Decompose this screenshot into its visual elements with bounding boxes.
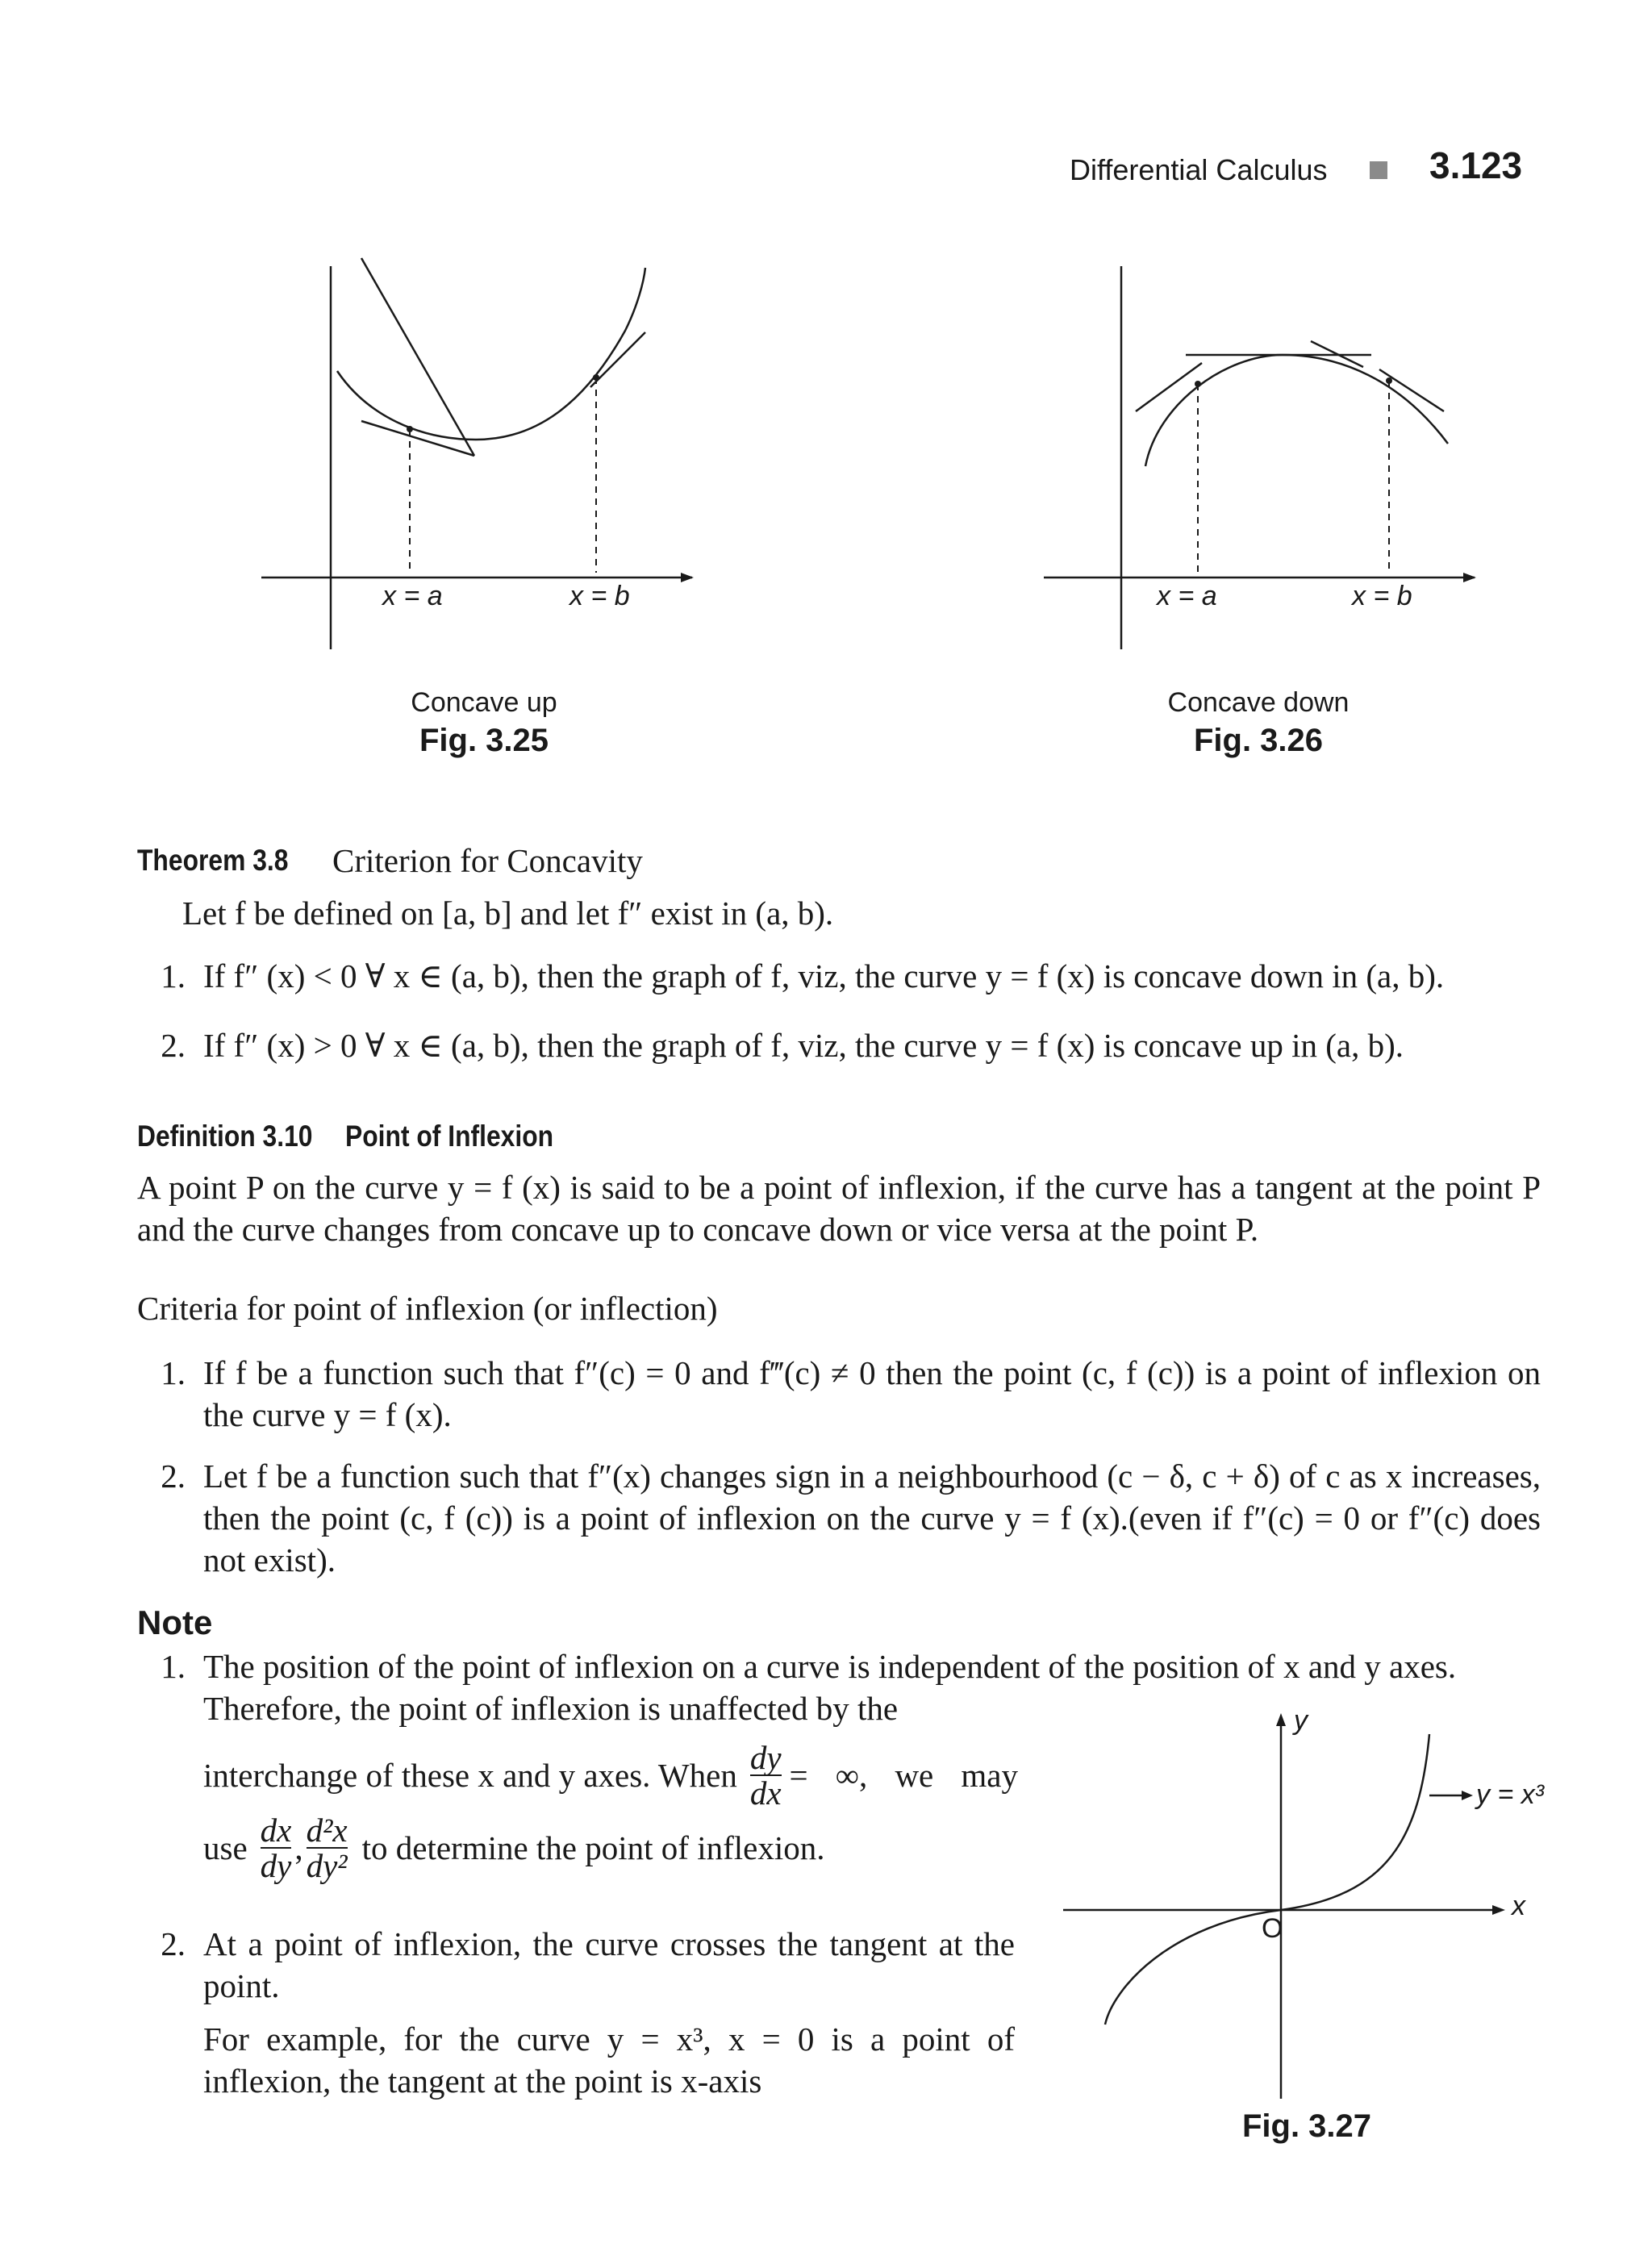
definition-title: Point of Inflexion [345, 1120, 554, 1153]
fig327-origin-label: O [1262, 1913, 1283, 1944]
list-item-text: If f be a function such that f″(c) = 0 and f‴(c) ≠ 0 then the point (c, f (c)) is a point of inflexion on the curve y = f (x). [203, 1354, 1541, 1433]
list-number: 1. [161, 957, 186, 995]
concave-up-curve [337, 268, 645, 440]
tangent-point-a [1195, 381, 1201, 387]
fraction-d2x-dy2 [307, 1813, 348, 1883]
note-item-1-line-1: The position of the point of inflexion on a curve is independent of the position of x and y axes. [203, 1648, 1457, 1685]
fraction-comma: , [294, 1829, 303, 1866]
fig325-label-a: x = a [382, 581, 443, 611]
note-text: to determine the point of inflexion. [361, 1829, 825, 1866]
note-item-2 [153, 1923, 1024, 2102]
note-item-1-line-2: Therefore, the point of inflexion is unaffected by the [203, 1690, 899, 1727]
list-number: 1. [161, 1648, 186, 1685]
definition-heading [137, 1120, 554, 1153]
fig326-label-a: x = a [1157, 581, 1217, 611]
fig326-caption: Concave down [1167, 687, 1350, 718]
cubic-curve [1105, 1734, 1429, 2025]
criteria-title: Criteria for point of inflexion (or inflection) [137, 1290, 718, 1327]
fraction-numerator: dx [260, 1812, 292, 1849]
definition-label: Definition 3.10 [137, 1120, 313, 1153]
criteria-item-2 [153, 1455, 1541, 1581]
fig327-y-label: y [1294, 1705, 1308, 1736]
note-text: interchange of these x and y axes. When [203, 1757, 737, 1794]
list-number: 2. [161, 1027, 186, 1064]
list-number: 2. [161, 1457, 186, 1495]
fig327-x-label: x [1512, 1891, 1525, 1921]
list-number: 1. [161, 1354, 186, 1391]
note-item-1-line-3 [203, 1741, 1018, 1810]
cubic-curve-figure [1057, 1710, 1541, 2105]
note-text: use [203, 1829, 248, 1866]
x-axis-arrow-icon [1463, 573, 1476, 582]
note-heading: Note [137, 1603, 213, 1641]
curve-label-arrow-icon [1462, 1791, 1473, 1800]
definition-text: A point P on the curve y = f (x) is said to be a point of inflexion, if the curve has a tangent at the point P and the curve changes from concave up to concave down or vice versa at the point P. [137, 1169, 1541, 1248]
tangent-line-a [1136, 363, 1202, 411]
note-text: = ∞, we may [789, 1757, 1018, 1794]
fraction-dy-dx [750, 1741, 782, 1810]
list-item-text: If f″ (x) > 0 ∀ x ∈ (a, b), then the graph of f, viz, the curve y = f (x) is concave up in (a, b). [203, 1027, 1404, 1064]
note-item-2-line-1: At a point of inflexion, the curve crosses the tangent at the point. [203, 1925, 1015, 2004]
fraction-dx-dy [261, 1813, 292, 1883]
list-item-text: Let f be a function such that f″(x) changes sign in a neighbourhood (c − δ, c + δ) of c as x increases, then the point (c, f (c)) is a point of inflexion on the curve y = f (x).(even if f″(c) = 0 or f″(c) does not exist). [203, 1457, 1541, 1578]
fraction-denominator: dy [260, 1847, 292, 1884]
header-square-icon [1370, 161, 1387, 179]
note-item-2-line-2: For example, for the curve y = x³, x = 0 is a point of inflexion, the tangent at the point is x-axis [203, 2020, 1015, 2100]
x-axis-arrow-icon [681, 573, 694, 582]
fraction-denominator: dx [749, 1774, 782, 1812]
criteria-item-1 [153, 1352, 1541, 1436]
fig326-label-b: x = b [1352, 581, 1412, 611]
concave-down-figure [1041, 258, 1492, 645]
list-number: 2. [161, 1925, 186, 1962]
fig326-title: Fig. 3.26 [1193, 723, 1324, 758]
fraction-denominator: dy² [306, 1847, 348, 1884]
fig325-label-b: x = b [569, 581, 630, 611]
fraction-numerator: d²x [306, 1812, 348, 1849]
tangent-point-a [407, 426, 413, 432]
x-axis-arrow-icon [1492, 1905, 1505, 1915]
note-item-1-line-4 [203, 1813, 824, 1883]
fig327-curve-label: y = x³ [1476, 1779, 1545, 1810]
running-header-title: Differential Calculus [1070, 153, 1328, 186]
theorem-title: Criterion for Concavity [332, 842, 643, 879]
fig325-caption: Concave up [411, 687, 557, 718]
list-item-text: If f″ (x) < 0 ∀ x ∈ (a, b), then the graph of f, viz, the curve y = f (x) is concave down in (a, b). [203, 957, 1445, 995]
fig327-title: Fig. 3.27 [1241, 2108, 1372, 2144]
tangent-point-b [593, 374, 599, 381]
theorem-intro: Let f be defined on [a, b] and let f″ exist in (a, b). [182, 894, 834, 932]
tangent-point-b [1386, 377, 1392, 384]
fraction-numerator: dy [749, 1739, 782, 1776]
theorem-label: Theorem 3.8 [137, 844, 289, 877]
concave-up-figure [258, 258, 710, 645]
y-axis-arrow-icon [1276, 1713, 1286, 1726]
theorem-heading [137, 842, 643, 879]
page-number: 3.123 [1429, 144, 1523, 186]
fig325-title: Fig. 3.25 [419, 723, 549, 758]
